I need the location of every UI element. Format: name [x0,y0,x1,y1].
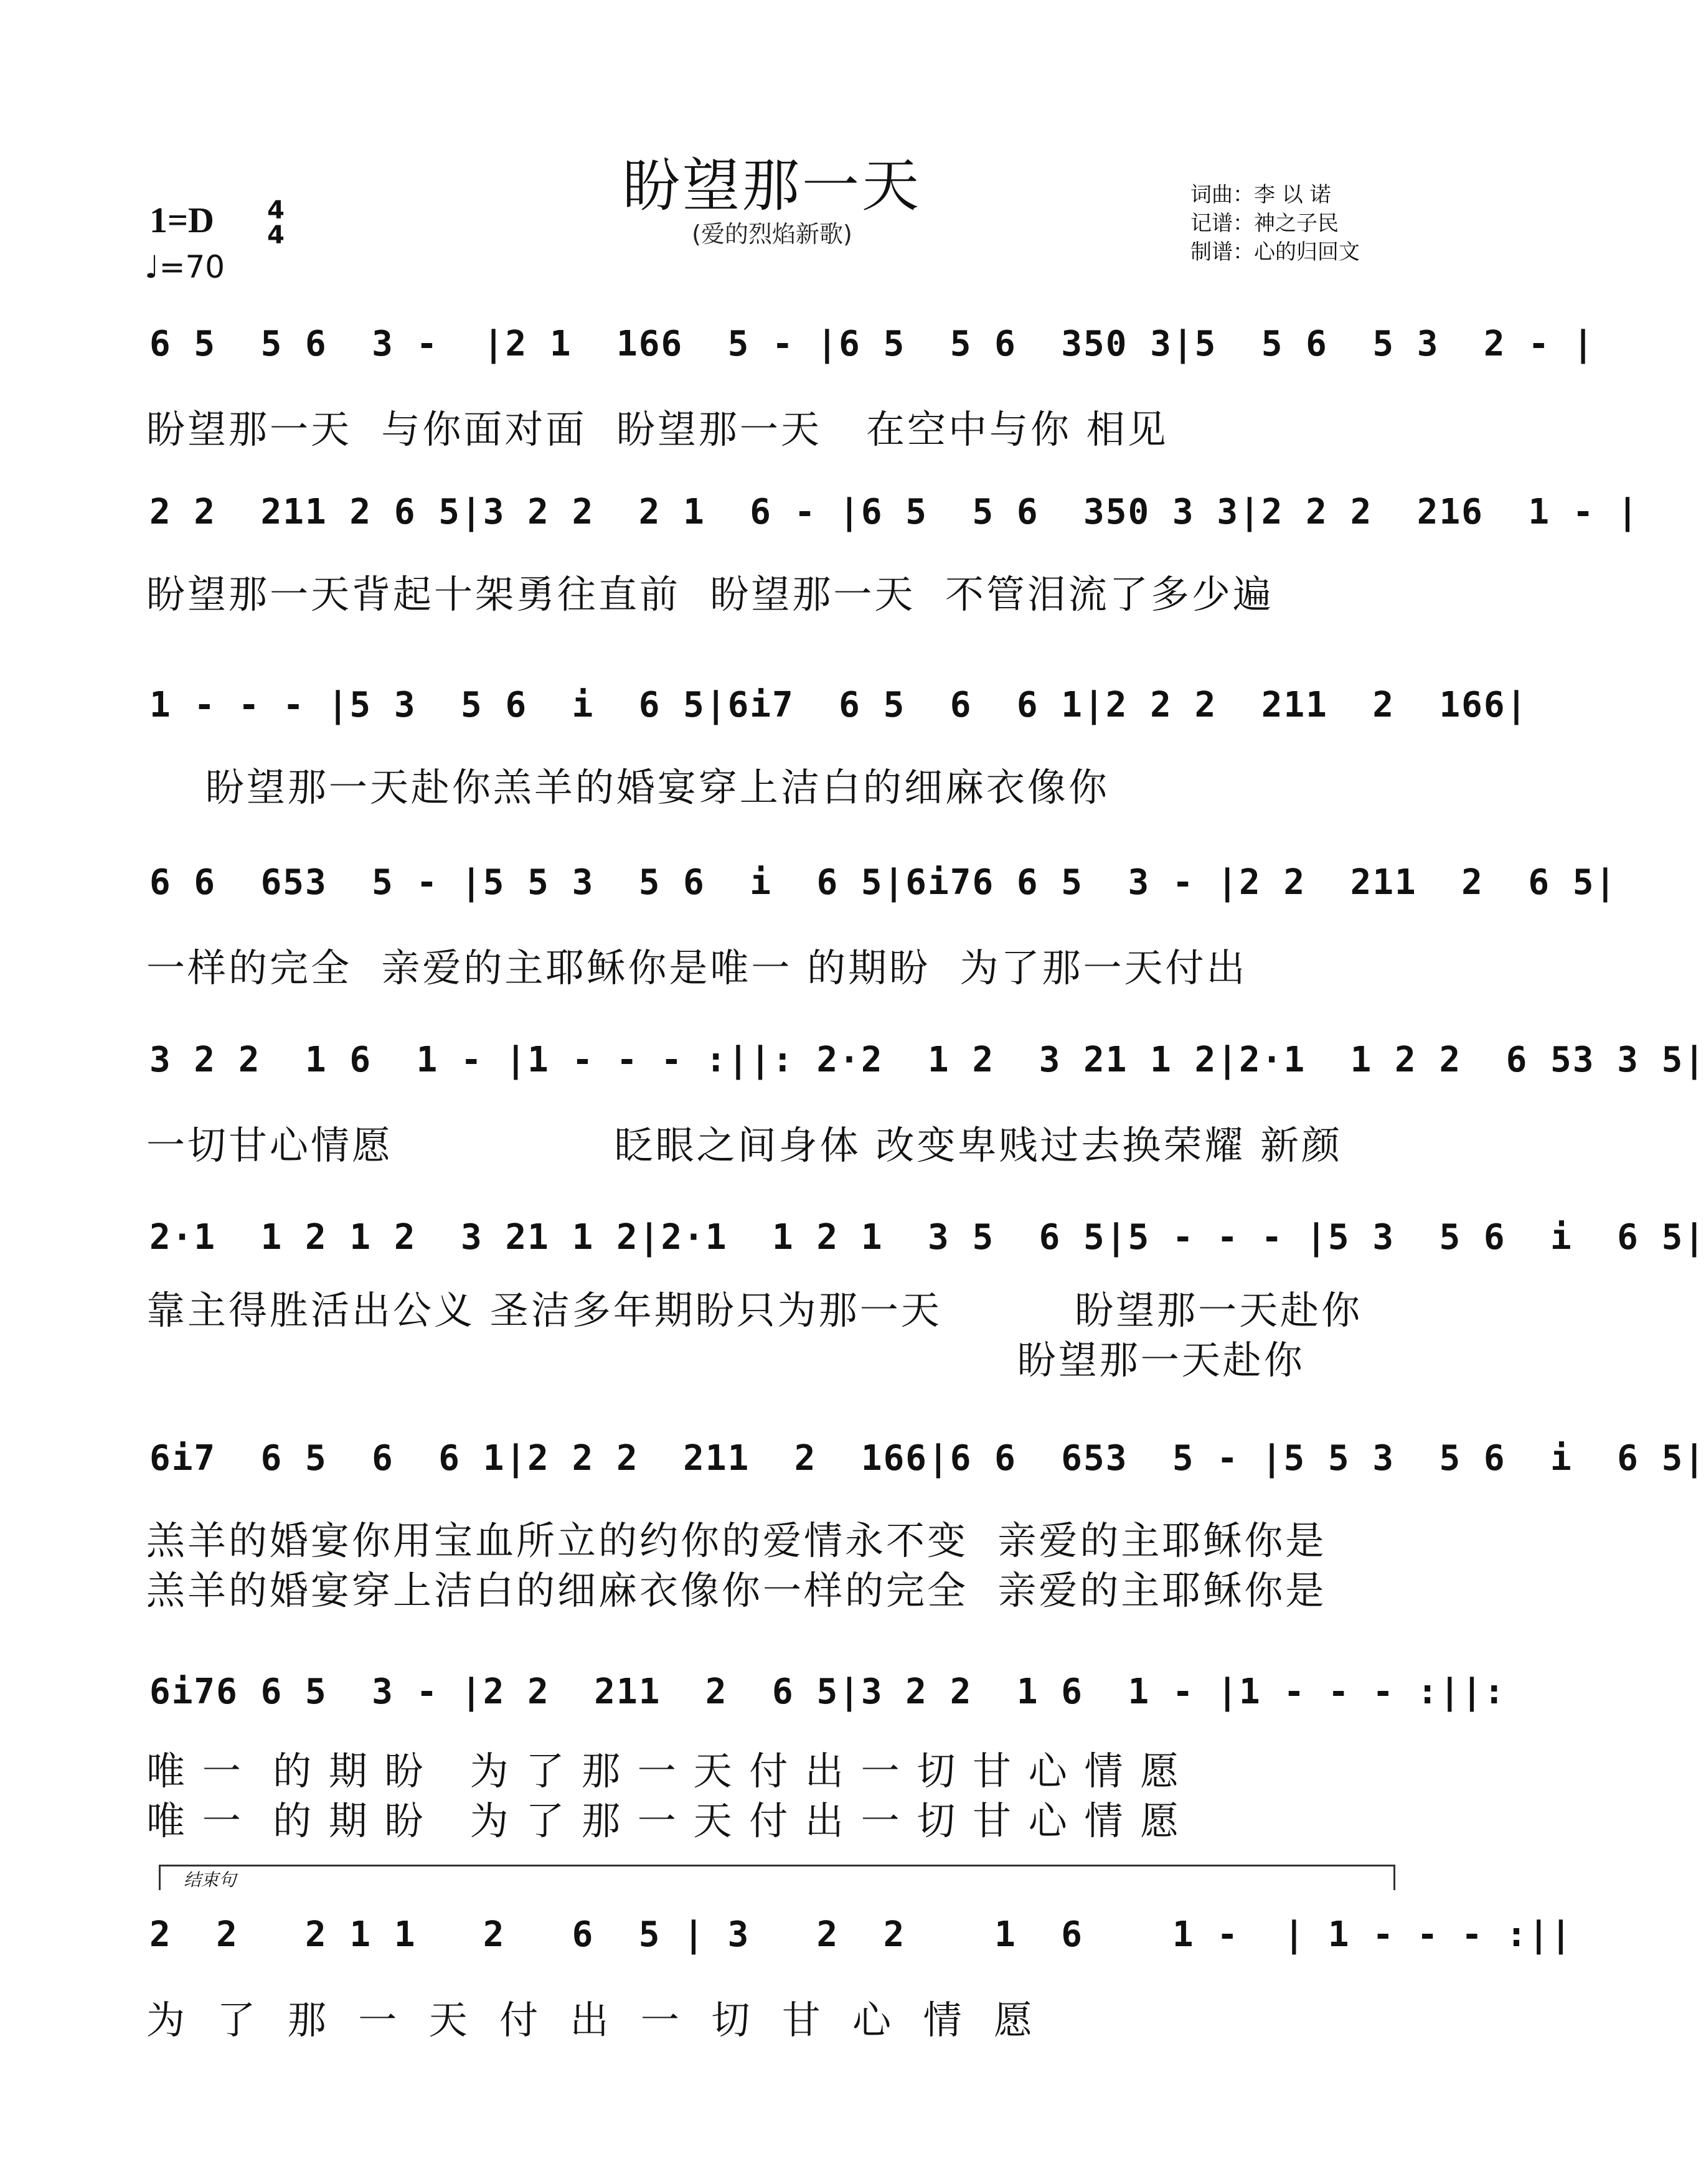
credit-notation: 记谱：神之子民 [1190,211,1339,236]
lyric-row-2: 盼望那一天背起十架勇往直前 盼望那一天 不管泪流了多少遍 [146,572,1274,617]
lyric-row-8a: 唯 一 的 期 盼 为 了 那 一 天 付 出 一 切 甘 心 情 愿 [146,1748,1182,1794]
lyric-row-3: 盼望那一天赴你羔羊的婚宴穿上洁白的细麻衣像你 [146,765,1110,810]
notation-row-8: 6i76 6 5 3 - |2 2 211 2 6 5|3 2 2 1 6 1 - |1 - - - :||: [149,1672,1506,1712]
lyric-row-4: 一样的完全 亲爱的主耶稣你是唯一 的期盼 为了那一天付出 [146,945,1248,991]
credit-production: 制谱：心的归回文 [1190,240,1360,265]
coda-bracket [159,1865,1395,1890]
time-signature-bottom: 4 [267,221,285,250]
song-subtitle: (爱的烈焰新歌) [692,220,852,248]
tempo-marking: ♩=70 [144,249,225,285]
notation-row-7: 6i7 6 5 6 6 1|2 2 2 211 2 166|6 6 653 5 - |5 5 3 5 6 i 6 5| [149,1438,1706,1479]
notation-row-6: 2·1 1 2 1 2 3 21 1 2|2·1 1 2 1 3 5 6 5|5 - - - |5 3 5 6 i 6 5| [149,1217,1706,1258]
coda-label: 结束句 [184,1870,237,1890]
coda-notation: 2 2 2 1 1 2 6 5 | 3 2 2 1 6 1 - | 1 - - - :|| [149,1914,1573,1955]
lyric-row-7b: 羔羊的婚宴穿上洁白的细麻衣像你一样的完全 亲爱的主耶稣你是 [146,1568,1327,1613]
lyric-row-6b: 盼望那一天赴你 [146,1337,1305,1383]
key-signature: 1=D [149,200,214,240]
lyric-row-5: 一切甘心情愿 眨眼之间身体 改变卑贱过去换荣耀 新颜 [146,1123,1343,1168]
time-signature-top: 4 [267,196,285,225]
notation-row-2: 2 2 211 2 6 5|3 2 2 2 1 6 - |6 5 5 6 350 3 3|2 2 2 216 1 - | [149,492,1639,532]
coda-lyric: 为 了 那 一 天 付 出 一 切 甘 心 情 愿 [146,1997,1035,2043]
song-title: 盼望那一天 [622,153,921,219]
time-signature [260,198,291,248]
credits [1190,181,1360,266]
lyric-row-1: 盼望那一天 与你面对面 盼望那一天 在空中与你 相见 [146,407,1169,452]
notation-row-4: 6 6 653 5 - |5 5 3 5 6 i 6 5|6i76 6 5 3 - |2 2 211 2 6 5| [149,862,1618,903]
notation-row-3: 1 - - - |5 3 5 6 i 6 5|6i7 6 5 6 6 1|2 2 2 211 2 166| [149,685,1529,725]
notation-row-1: 6 5 5 6 3 - |2 1 166 5 - |6 5 5 6 350 3|5 5 6 5 3 2 - | [149,324,1595,364]
lyric-row-6a: 靠主得胜活出公义 圣洁多年期盼只为那一天 盼望那一天赴你 [146,1287,1363,1333]
credit-lyrics-music: 词曲：李 以 诺 [1190,182,1331,207]
lyric-row-8b: 唯 一 的 期 盼 为 了 那 一 天 付 出 一 切 甘 心 情 愿 [146,1798,1182,1843]
notation-row-5: 3 2 2 1 6 1 - |1 - - - :||: 2·2 1 2 3 21 1 2|2·1 1 2 2 6 53 3 5| [149,1040,1706,1080]
lyric-row-7a: 羔羊的婚宴你用宝血所立的约你的爱情永不变 亲爱的主耶稣你是 [146,1518,1327,1563]
